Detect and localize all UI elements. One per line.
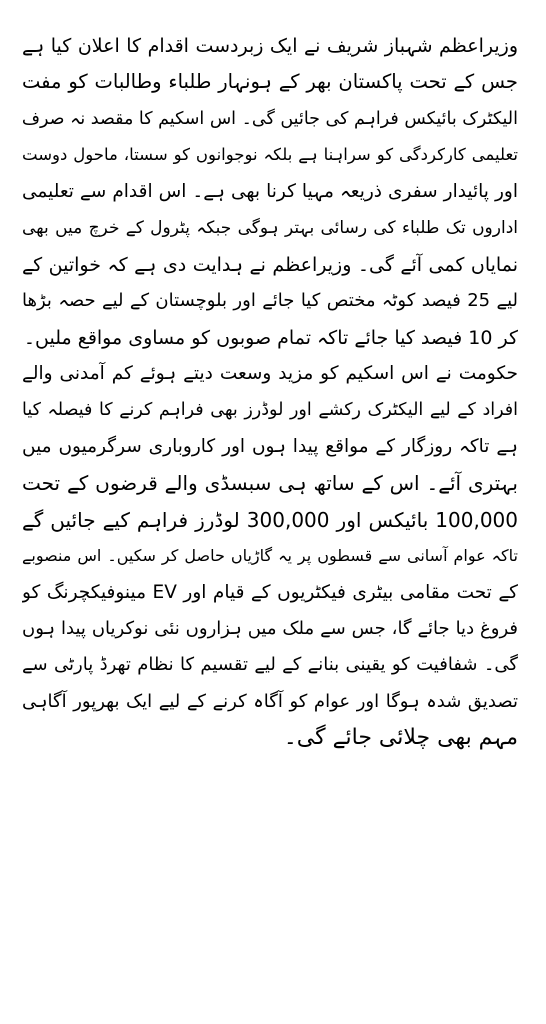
article-body bbox=[22, 28, 518, 757]
paragraph bbox=[22, 28, 518, 356]
text-line: اداروں تک طلباء کی رسائی بہتر ہوگی جبکہ پٹرول کے خرچ میں بھی bbox=[22, 218, 518, 239]
text-line: لیے 25 فیصد کوٹہ مختص کیا جائے اور بلوچستان کے لیے حصہ بڑھا bbox=[22, 290, 518, 312]
text-line: فروغ دیا جائے گا، جس سے ملک میں ہزاروں نئی نوکریاں پیدا ہوں bbox=[22, 618, 518, 639]
text-line: ہے تاکہ روزگار کے مواقع پیدا ہوں اور کاروباری سرگرمیوں میں bbox=[22, 435, 518, 457]
text-line: تاکہ عوام آسانی سے قسطوں پر یہ گاڑیاں حاصل کر سکیں۔ اس منصوبے bbox=[22, 546, 518, 566]
text-line: تعلیمی کارکردگی کو سراہنا ہے بلکہ نوجوانوں کو سستا، ماحول دوست bbox=[22, 145, 518, 165]
text-line: جس کے تحت پاکستان بھر کے ہونہار طلباء وطالبات کو مفت bbox=[22, 70, 518, 94]
text-line: بہتری آئے۔ اس کے ساتھ ہی سبسڈی والے قرضوں کے تحت bbox=[22, 471, 518, 496]
text-line: کر 10 فیصد کیا جائے تاکہ تمام صوبوں کو مساوی مواقع ملیں۔ bbox=[23, 326, 518, 349]
text-line: اور پائیدار سفری ذریعہ مہیا کرنا بھی ہے۔ اس اقدام سے تعلیمی bbox=[22, 180, 518, 202]
text-line: حکومت نے اس اسکیم کو مزید وسعت دیتے ہوئے کم آمدنی والے bbox=[22, 362, 518, 384]
text-line: وزیراعظم شہباز شریف نے ایک زبردست اقدام کا اعلان کیا ہے bbox=[22, 35, 518, 57]
paragraph bbox=[22, 356, 518, 757]
text-line: 100,000 بائیکس اور 300,000 لوڈرز فراہم کیے جائیں گے bbox=[22, 507, 518, 532]
text-line: گی۔ شفافیت کو یقینی بنانے کے لیے تقسیم کا نظام تھرڈ پارٹی سے bbox=[22, 654, 518, 676]
text-line: افراد کے لیے الیکٹرک رکشے اور لوڈرز بھی فراہم کرنے کا فیصلہ کیا bbox=[22, 400, 518, 421]
text-line: نمایاں کمی آئے گی۔ وزیراعظم نے ہدایت دی ہے کہ خواتین کے bbox=[22, 253, 518, 276]
text-line: الیکٹرک بائیکس فراہم کی جائیں گی۔ اس اسکیم کا مقصد نہ صرف bbox=[22, 108, 518, 129]
text-line: مہم بھی چلائی جائے گی۔ bbox=[283, 725, 518, 751]
text-line: تصدیق شدہ ہوگا اور عوام کو آگاہ کرنے کے لیے ایک بھرپور آگاہی bbox=[22, 690, 518, 712]
text-line: کے تحت مقامی بیٹری فیکٹریوں کے قیام اور EV مینوفیکچرنگ کو bbox=[22, 581, 518, 603]
